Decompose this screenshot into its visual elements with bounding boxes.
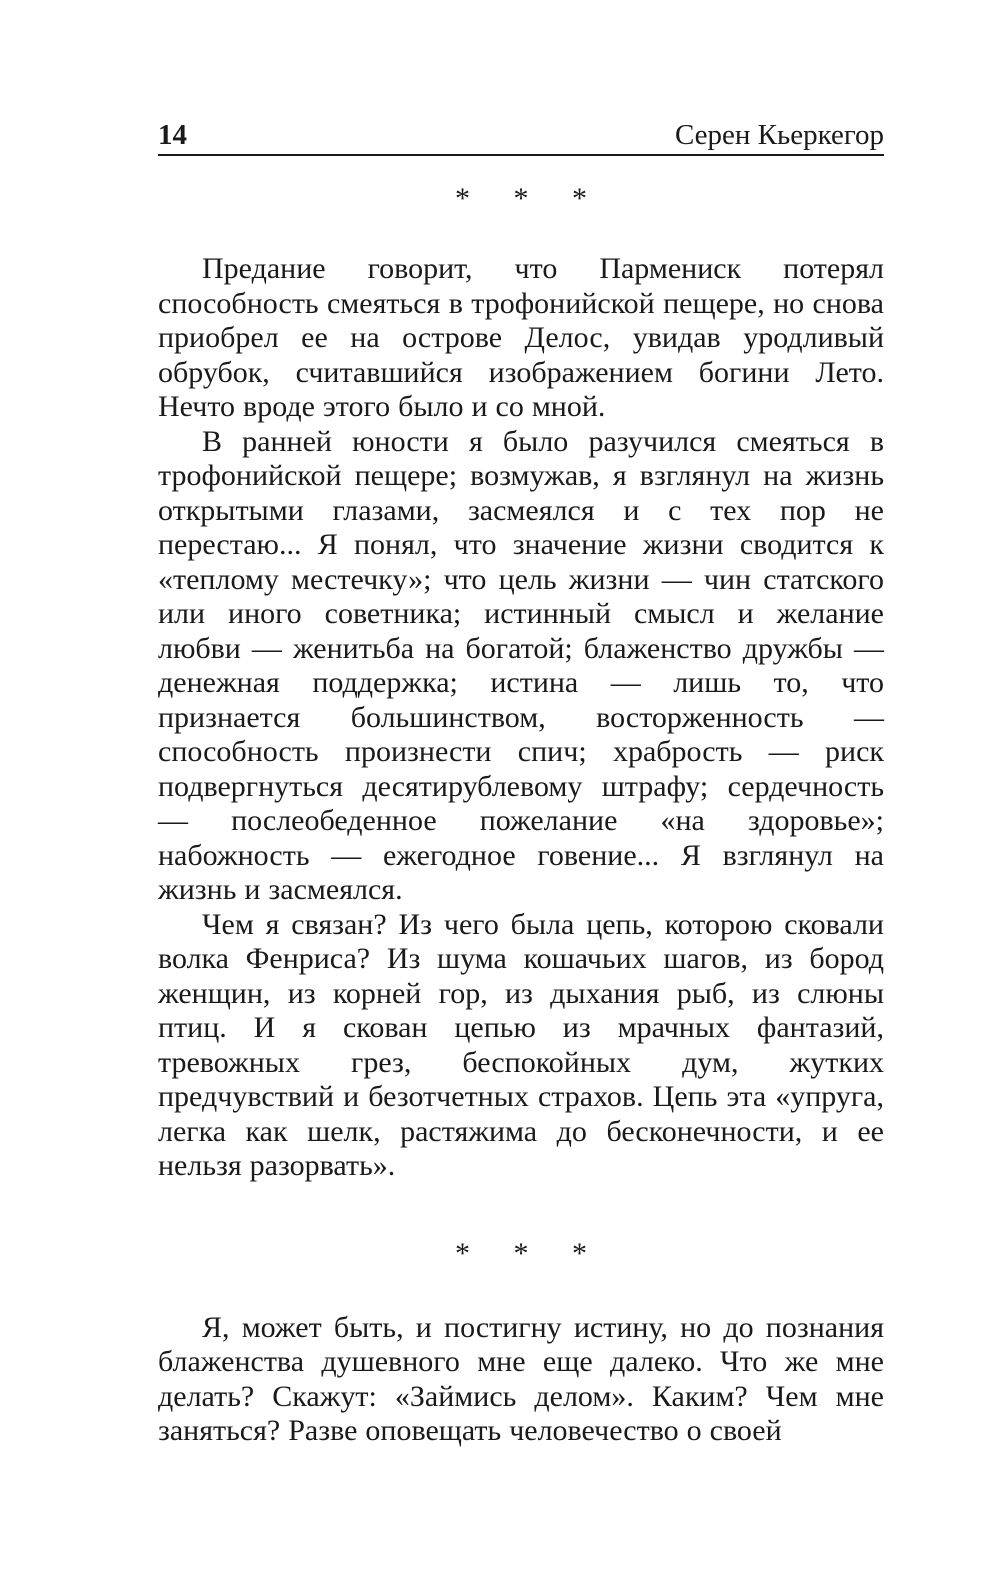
book-page [158, 110, 884, 1449]
section-1 [158, 252, 884, 1184]
paragraph: Чем я связан? Из чего была цепь, которою сковали волка Фенриса? Из шума кошачьих шагов, из бород женщин, из корней гор, из дыхания рыб, из слюны птиц. И я скован цепью из мрачных фантазий, тревожных грез, беспокойных дум, жутких предчувствий и безотчетных страхов. Цепь эта «упруга, легка как шелк, растяжима до бесконечности, и ее нельзя разорвать». [158, 907, 884, 1182]
paragraph: В ранней юности я было разучился смеяться в трофонийской пещере; возмужав, я взглянул на жизнь открытыми глазами, засмеялся и с тех пор не перестаю... Я понял, что значение жизни сводится к «теплому местечку»; что цель жизни — чин статского или иного советника; истинный смысл и желание любви — женитьба на богатой; блаженство дружбы — денежная поддержка; истина — лишь то, что признается большинством, восторженность — способность произнести спич; храбрость — риск подвергнуться десятирублевому штрафу; сердечность — послеобеденное пожелание «на здоровье»; набожность — ежегодное говение... Я взглянул на жизнь и засмеялся. [158, 424, 884, 906]
page-number: 14 [158, 119, 187, 151]
running-head-author: Серен Кьеркегор [674, 119, 884, 151]
section-2 [158, 1311, 884, 1449]
section-divider: * * * [455, 1236, 605, 1270]
section-divider: * * * [455, 182, 605, 215]
running-head [158, 110, 884, 156]
paragraph: Я, может быть, и постигну истину, но до познания блаженства душевного мне еще далеко. Что же мне делать? Скажут: «Займись делом». Каким? Чем мне заняться? Разве оповещать человечество о своей [158, 1310, 884, 1447]
paragraph: Предание говорит, что Пармениск потерял способность смеяться в трофонийской пещере, но снова приобрел ее на острове Делос, увидав уродливый обрубок, считавшийся изображением богини Лето. Нечто вроде этого было и со мной. [158, 252, 884, 423]
